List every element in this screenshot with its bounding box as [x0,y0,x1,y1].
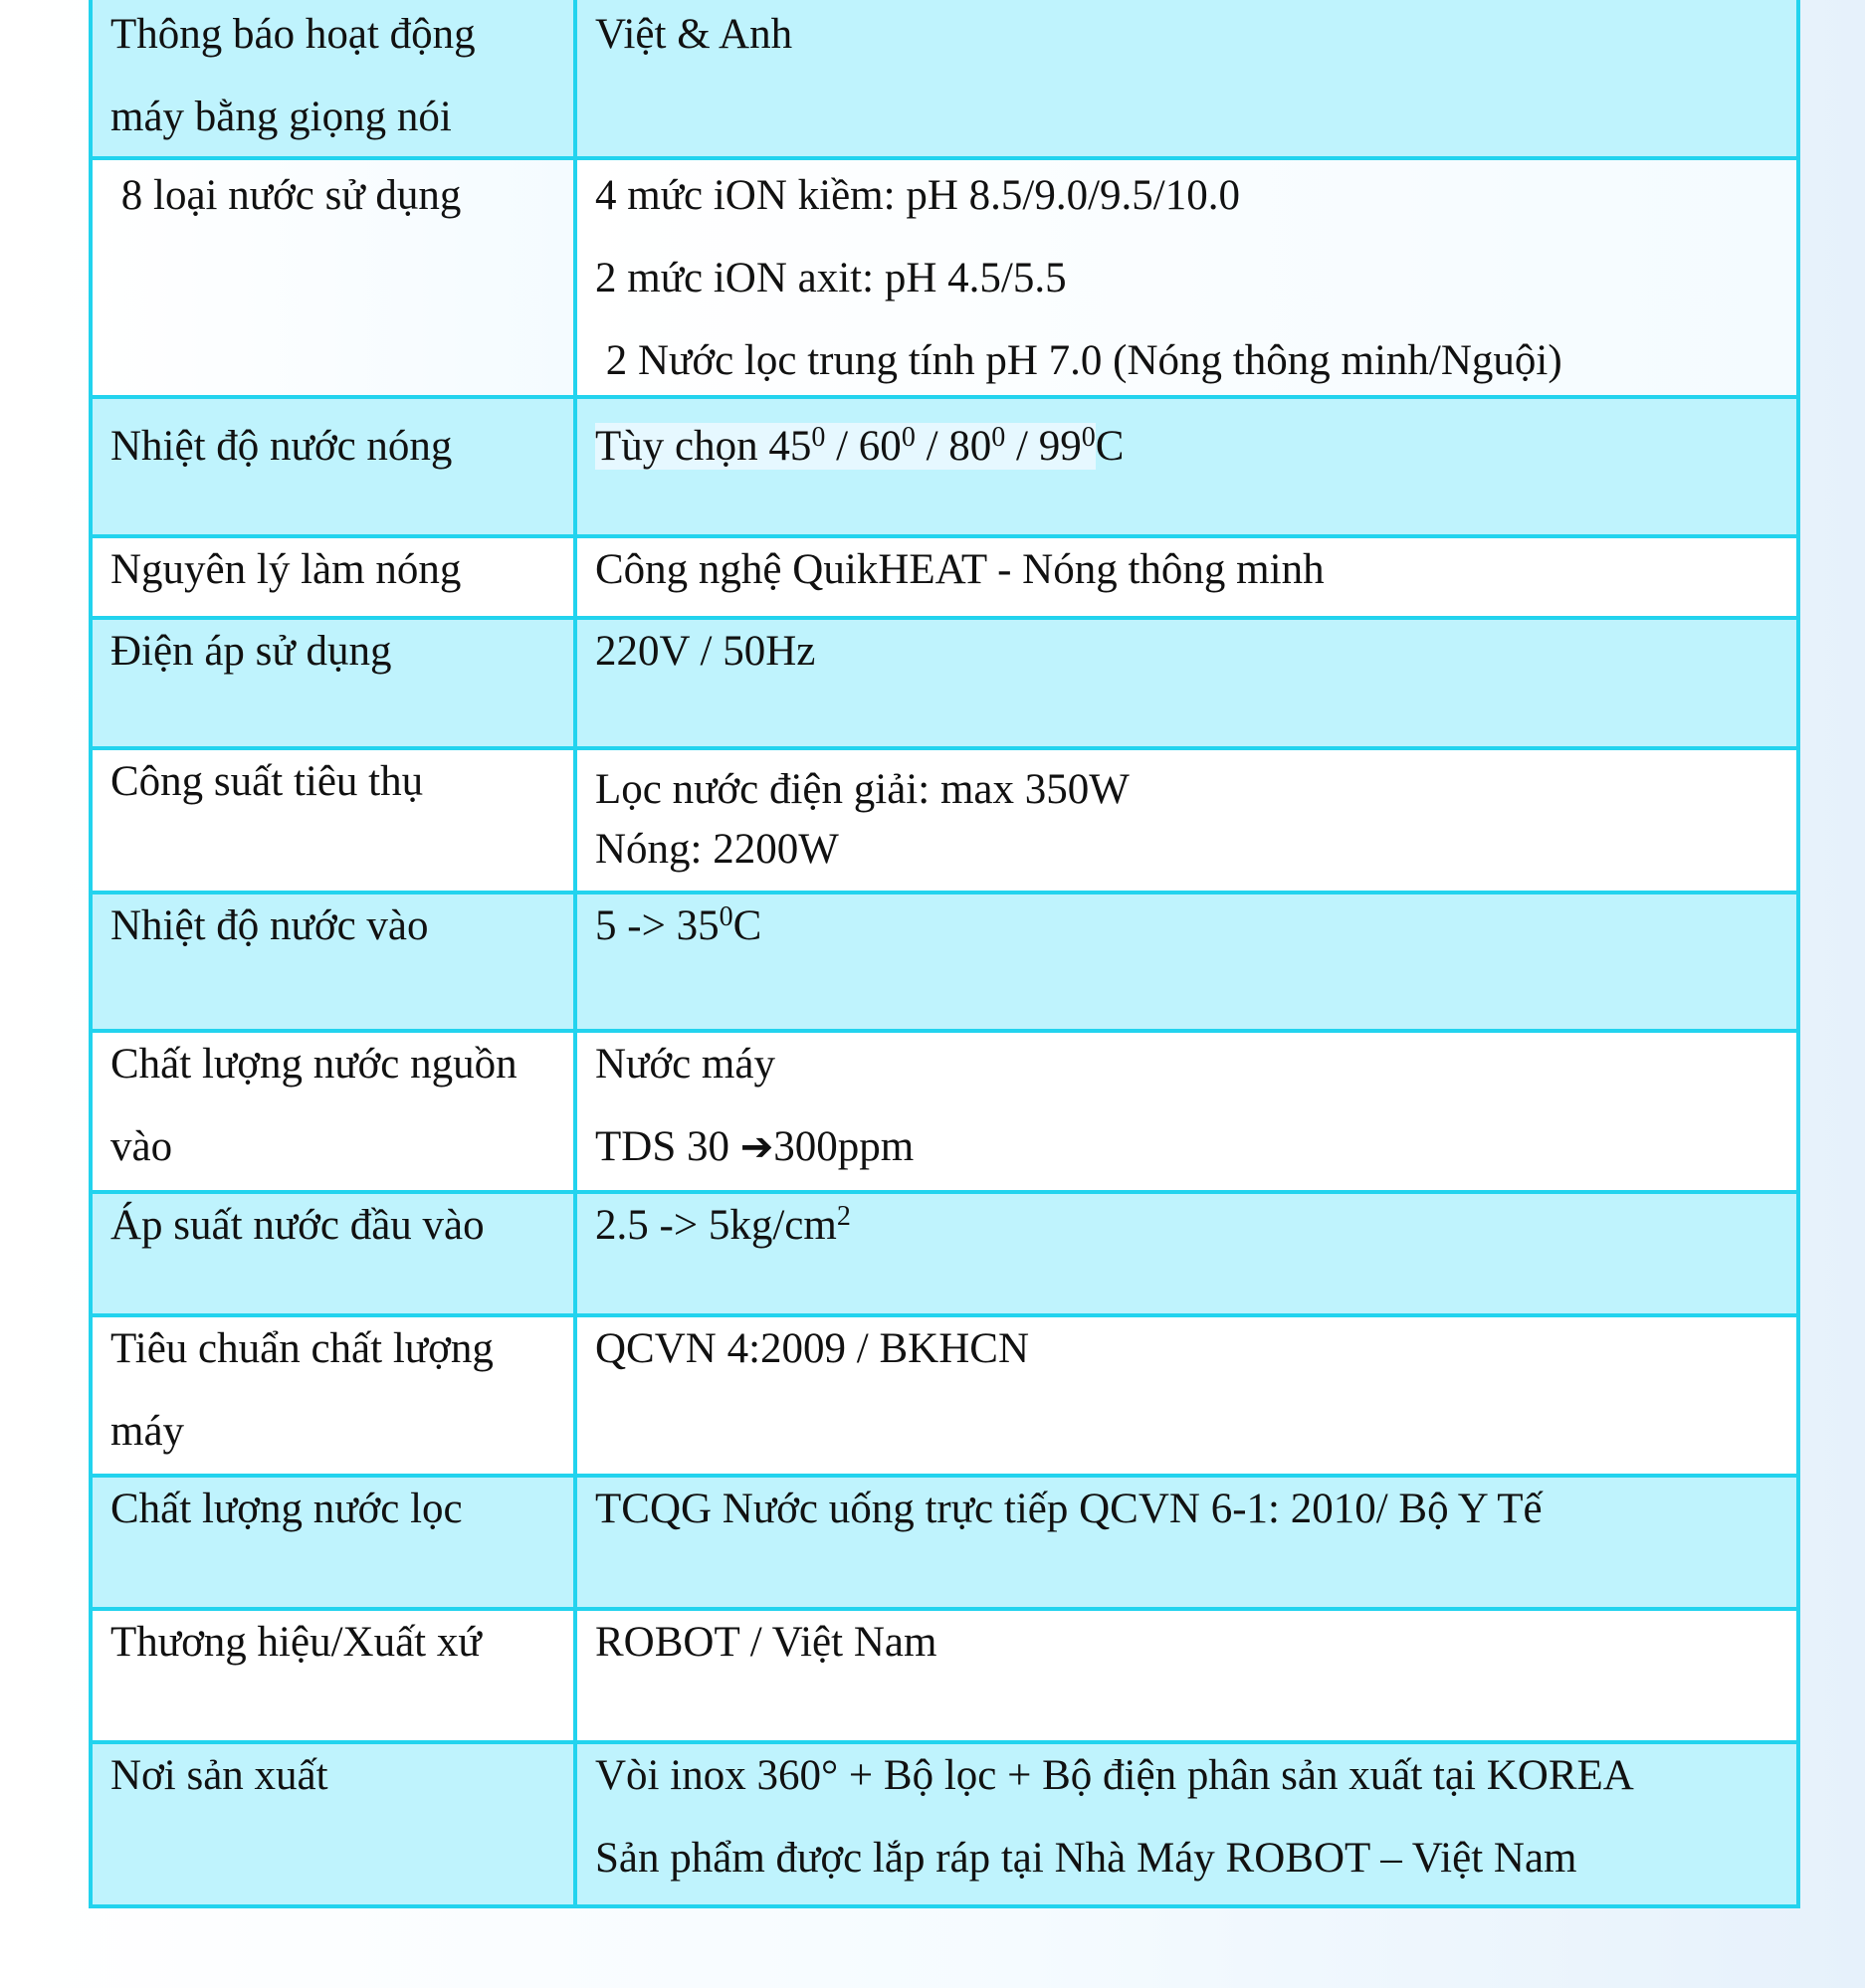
superscript: 0 [901,422,916,453]
spec-label-cell [91,1609,575,1742]
spec-label-cell [91,618,575,748]
source-water-tds-value [595,1117,1778,1177]
spec-label-line: Thông báo hoạt động [110,11,476,58]
table-row [91,1031,1798,1192]
table-row [91,0,1798,158]
spec-value-line: 2 Nước lọc trung tính pH 7.0 (Nóng thông minh/Nguội) [595,337,1562,385]
spec-value-cell [575,893,1798,1031]
table-row [91,1609,1798,1742]
table-row [91,397,1798,536]
spec-label-line: Nơi sản xuất [110,1752,328,1799]
spec-value-line: TCQG Nước uống trực tiếp QCVN 6-1: 2010/ Bộ Y Tế [595,1486,1543,1532]
spec-label-line: Chất lượng nước nguồn [110,1041,518,1088]
spec-value-cell [575,1742,1798,1906]
spec-value-line: 220V / 50Hz [595,628,816,675]
table-row [91,1476,1798,1609]
value-text: C [1095,423,1125,470]
hot-water-temperature-value [595,417,1778,477]
value-text: C [732,902,762,949]
superscript: 0 [1081,422,1096,453]
spec-value-cell [575,748,1798,893]
spec-value-line: Sản phẩm được lắp ráp tại Nhà Máy ROBOT – Việt Nam [595,1835,1577,1883]
spec-label-line: 8 loại nước sử dụng [110,172,462,219]
spec-value-line: Nước máy [595,1041,775,1088]
table-row [91,1315,1798,1476]
spec-value-cell [575,158,1798,397]
inlet-water-pressure-value [595,1196,1778,1256]
value-text: Tùy chọn 45 [595,423,812,470]
spec-value-cell [575,397,1798,536]
spec-label-cell [91,1315,575,1476]
spec-label-cell [91,1031,575,1192]
spec-value-cell [575,0,1798,158]
spec-value-line: Vòi inox 360° + Bộ lọc + Bộ điện phân sản xuất tại KOREA [595,1752,1634,1799]
spec-value-line: 2 mức iON axit: pH 4.5/5.5 [595,255,1067,302]
spec-label-line: Chất lượng nước lọc [110,1486,463,1532]
spec-label-line: vào [110,1123,173,1171]
value-text: TDS 30 [595,1123,740,1171]
spec-label-line: Nguyên lý làm nóng [110,546,462,593]
value-text: 5 -> 35 [595,902,720,949]
spec-value-line: ROBOT / Việt Nam [595,1619,937,1666]
spec-value-line: Việt & Anh [595,11,793,58]
spec-label-cell [91,748,575,893]
inlet-water-temperature-value [595,896,1778,956]
spec-label-line: Nhiệt độ nước vào [110,902,429,949]
spec-label-cell [91,1742,575,1906]
table-row [91,536,1798,618]
value-text: / 99 [1005,423,1082,470]
spec-value-cell [575,1315,1798,1476]
spec-label-line: Tiêu chuẩn chất lượng [110,1325,494,1372]
spec-value-line: 4 mức iON kiềm: pH 8.5/9.0/9.5/10.0 [595,172,1240,219]
value-text: / 60 [825,423,902,470]
spec-value-cell [575,536,1798,618]
table-row [91,618,1798,748]
spec-value-line: Nóng: 2200W [595,826,839,874]
spec-value-cell [575,1609,1798,1742]
highlighted-text [595,423,1096,470]
arrow-right-icon: ➔ [739,1124,774,1171]
spec-label-cell [91,1476,575,1609]
spec-value-cell [575,618,1798,748]
spec-label-line: Điện áp sử dụng [110,628,392,675]
spec-value-cell [575,1192,1798,1315]
superscript: 0 [719,901,733,932]
spec-value-line: Lọc nước điện giải: max 350W [595,766,1130,813]
spec-value-line: QCVN 4:2009 / BKHCN [595,1325,1030,1372]
superscript: 0 [811,422,826,453]
spec-label-cell [91,158,575,397]
table-row [91,748,1798,893]
spec-label-line: Nhiệt độ nước nóng [110,423,453,470]
superscript: 0 [991,422,1006,453]
spec-label-cell [91,536,575,618]
spec-label-line: máy bằng giọng nói [110,94,452,141]
value-text: / 80 [915,423,992,470]
table-row [91,158,1798,397]
spec-label-cell [91,397,575,536]
table-row [91,893,1798,1031]
spec-label-line: Thương hiệu/Xuất xứ [110,1619,482,1666]
value-text: 2.5 -> 5kg/cm [595,1202,837,1249]
table-row [91,1742,1798,1906]
spec-label-line: Áp suất nước đầu vào [110,1202,485,1249]
spec-label-line: máy [110,1408,185,1456]
spec-label-line: Công suất tiêu thụ [110,758,424,805]
table-row [91,1192,1798,1315]
superscript: 2 [836,1201,851,1232]
spec-value-line: Công nghệ QuikHEAT - Nóng thông minh [595,546,1325,593]
value-text: 300ppm [773,1123,915,1171]
specifications-table [89,0,1800,1908]
spec-label-cell [91,1192,575,1315]
spec-label-cell [91,893,575,1031]
spec-value-cell [575,1476,1798,1609]
spec-label-cell [91,0,575,158]
spec-value-cell [575,1031,1798,1192]
